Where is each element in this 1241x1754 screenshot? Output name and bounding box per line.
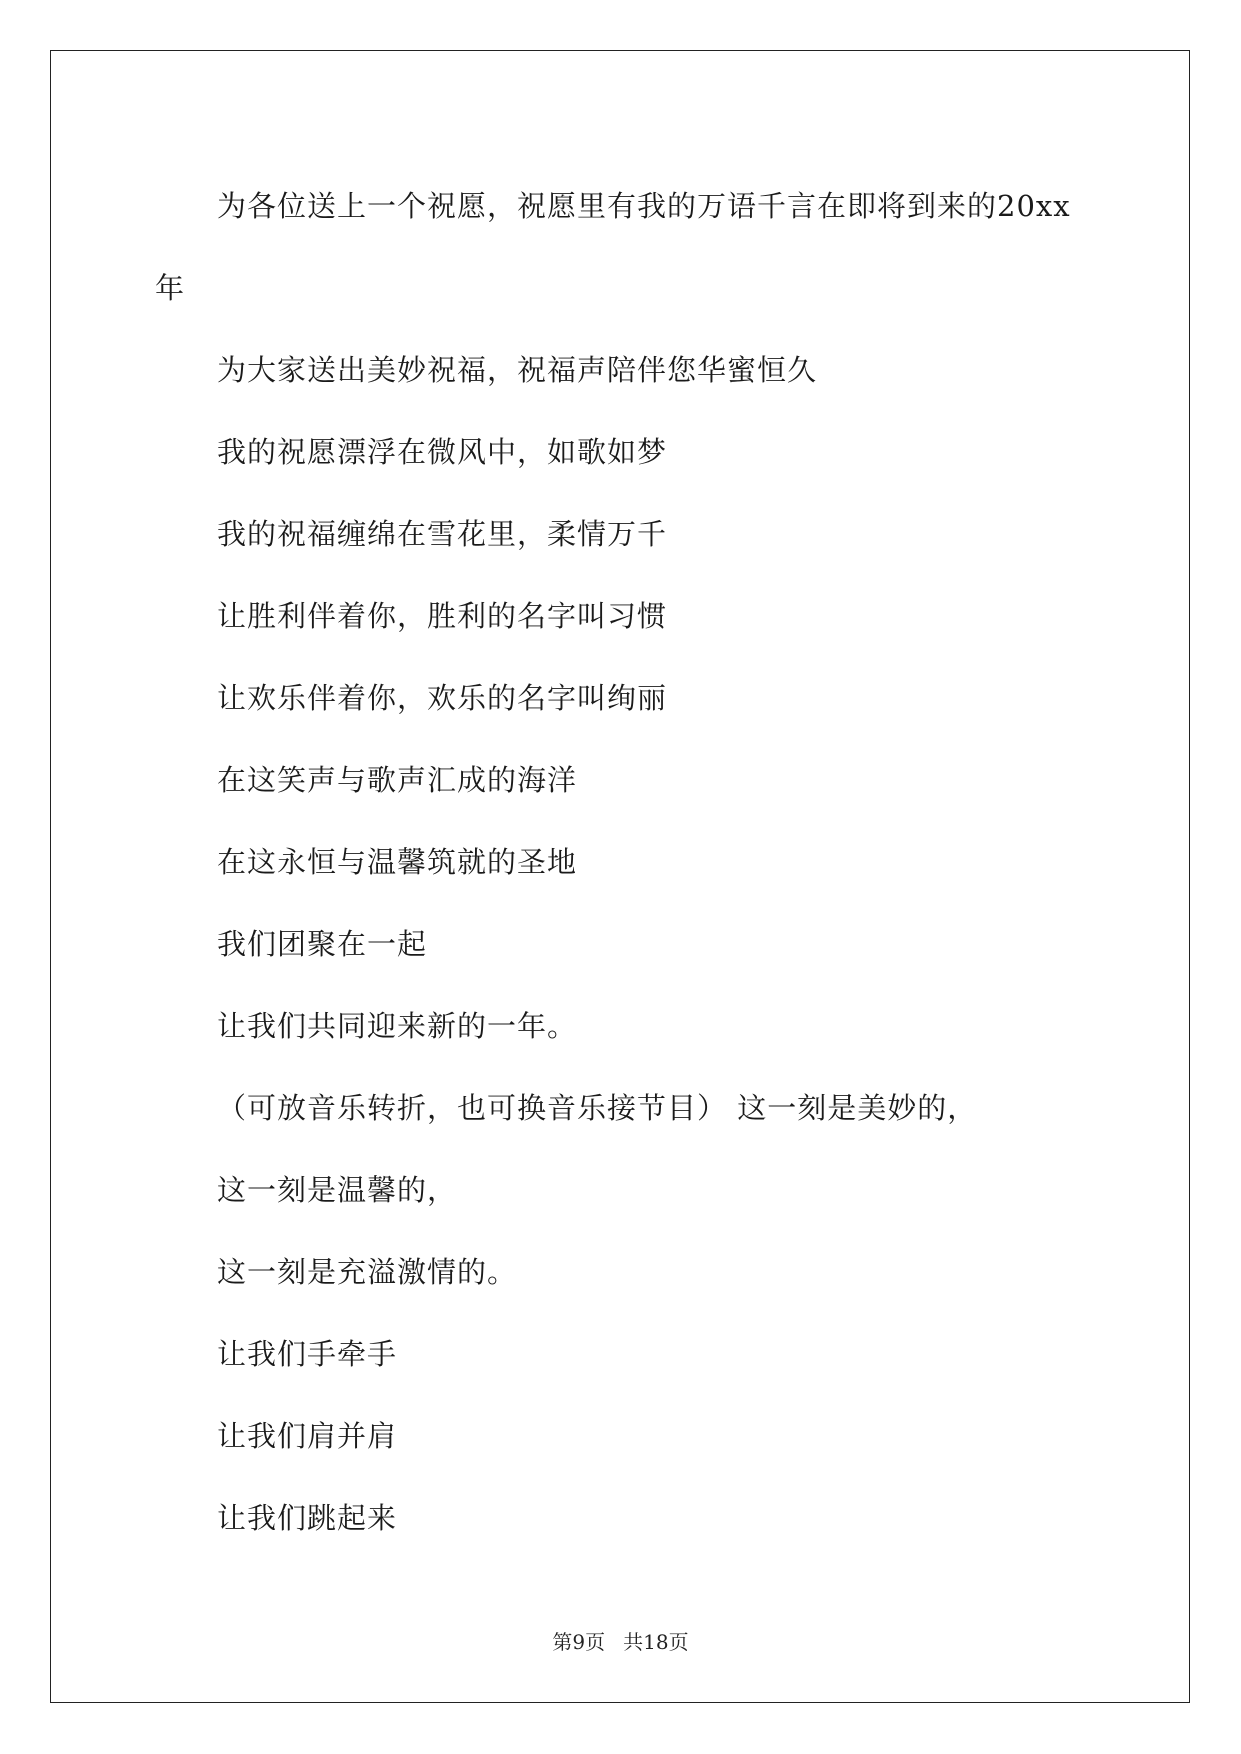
paragraph-line: 我们团聚在一起 [217,927,428,961]
document-body [155,165,1095,1559]
paragraph-line: 我的祝福缠绵在雪花里，柔情万千 [217,517,668,551]
page-total: 共18页 [623,1630,689,1654]
paragraph-line: 在这笑声与歌声汇成的海洋 [217,763,578,797]
paragraph-line: 让我们共同迎来新的一年。 [217,1009,578,1043]
paragraph-line: 让胜利伴着你，胜利的名字叫习惯 [217,599,668,633]
paragraph-line: 我的祝愿漂浮在微风中，如歌如梦 [217,435,668,469]
paragraph-line: 为大家送出美妙祝福，祝福声陪伴您华蜜恒久 [217,353,818,387]
paragraph-line: 让我们肩并肩 [217,1419,398,1453]
paragraph-line: 让我们跳起来 [217,1501,398,1535]
paragraph-line: 这一刻是温馨的， [217,1173,458,1207]
paragraph-line: （可放音乐转折，也可换音乐接节目） 这一刻是美妙的， [217,1091,978,1125]
paragraph-line: 年 [155,271,186,305]
paragraph-line: 这一刻是充溢激情的。 [217,1255,518,1289]
paragraph-line: 为各位送上一个祝愿，祝愿里有我的万语千言在即将到来的20xx [217,189,1071,223]
paragraph-line: 在这永恒与温馨筑就的圣地 [217,845,578,879]
page-footer [0,1628,1241,1656]
page-number: 第9页 [552,1630,606,1654]
paragraph-line: 让我们手牵手 [217,1337,398,1371]
paragraph-line: 让欢乐伴着你，欢乐的名字叫绚丽 [217,681,668,715]
